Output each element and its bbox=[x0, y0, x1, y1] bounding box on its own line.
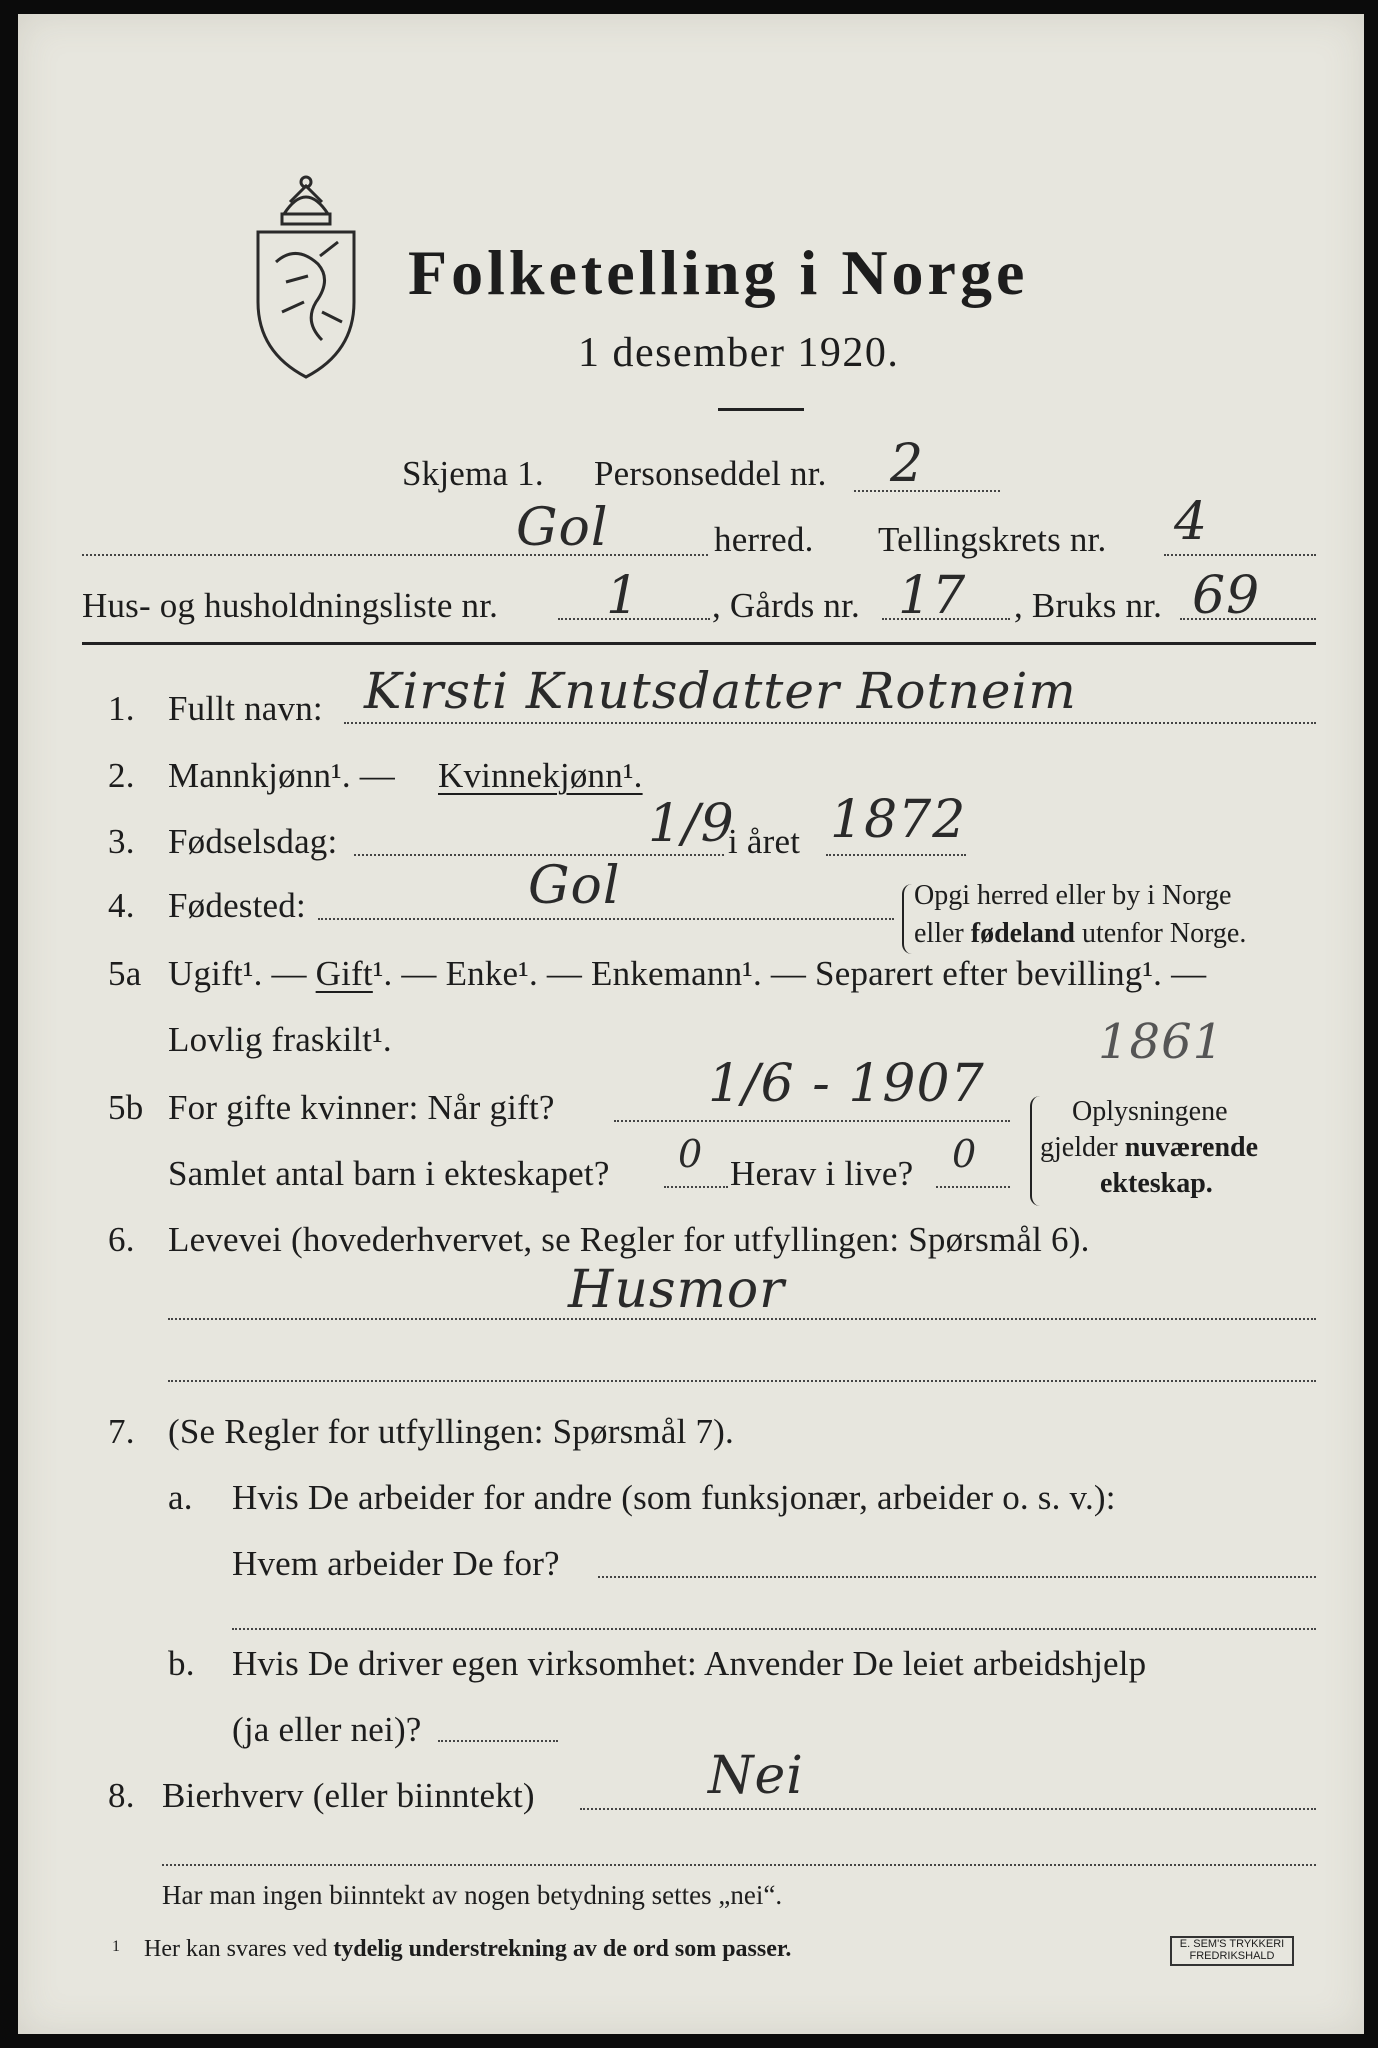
birthplace-note-brace bbox=[902, 884, 912, 954]
q3-number: 3. bbox=[108, 822, 135, 861]
header-divider bbox=[82, 642, 1316, 645]
bruks-label: , Bruks nr. bbox=[1014, 586, 1163, 625]
q2-number: 2. bbox=[108, 756, 135, 795]
year-value: 1872 bbox=[830, 790, 967, 850]
children-alive-value: 0 bbox=[952, 1132, 978, 1176]
bruks-value: 69 bbox=[1192, 566, 1261, 626]
birthday-value: 1/9 bbox=[648, 794, 735, 854]
gift-option: Gift bbox=[315, 954, 373, 993]
q7a-letter: a. bbox=[168, 1478, 193, 1517]
q7-number: 7. bbox=[108, 1412, 135, 1451]
occupation-line-1 bbox=[168, 1318, 1316, 1320]
occupation-label: Levevei (hovederhvervet, se Regler for utfyllingen: Spørsmål 6). bbox=[168, 1220, 1090, 1259]
hired-help-line bbox=[438, 1740, 558, 1742]
personseddel-label: Personseddel nr. bbox=[594, 454, 827, 493]
tellingskrets-label: Tellingskrets nr. bbox=[878, 520, 1107, 559]
hus-label: Hus- og husholdningsliste nr. bbox=[82, 586, 499, 625]
side-income-label: Bierhverv (eller biinntekt) bbox=[162, 1776, 535, 1815]
birthplace-label: Fødested: bbox=[168, 886, 306, 925]
personseddel-value: 2 bbox=[890, 434, 925, 494]
married-when-line bbox=[614, 1120, 1010, 1122]
q1-number: 1. bbox=[108, 689, 135, 728]
q7-label: (Se Regler for utfyllingen: Spørsmål 7). bbox=[168, 1412, 734, 1451]
gards-label: , Gårds nr. bbox=[712, 586, 861, 625]
tellingskrets-line bbox=[1164, 554, 1316, 556]
children-count-line bbox=[664, 1186, 728, 1188]
q6-number: 6. bbox=[108, 1220, 135, 1259]
employer-line-2 bbox=[232, 1628, 1316, 1630]
occupation-line-2 bbox=[168, 1380, 1316, 1382]
census-form bbox=[18, 14, 1364, 2034]
q7b-letter: b. bbox=[168, 1644, 195, 1683]
birthplace-note-line1: Opgi herred eller by i Norge bbox=[914, 880, 1232, 911]
skjema-label: Skjema 1. bbox=[402, 454, 544, 493]
marriage-note-line1: Oplysningene bbox=[1072, 1096, 1228, 1127]
q7b-question: Hvis De driver egen virksomhet: Anvender De leiet arbeidshjelp bbox=[232, 1644, 1147, 1683]
year-label: i året bbox=[728, 822, 801, 861]
form-title: Folketelling i Norge bbox=[408, 237, 1029, 308]
kvinnekjonn-option: Kvinnekjønn¹. bbox=[438, 756, 643, 795]
coat-of-arms-icon bbox=[246, 172, 366, 382]
side-income-value: Nei bbox=[708, 1746, 804, 1806]
title-divider bbox=[718, 408, 804, 411]
birthplace-line bbox=[318, 918, 894, 920]
census-date: 1 desember 1920. bbox=[578, 330, 900, 376]
children-count-value: 0 bbox=[678, 1132, 704, 1176]
personseddel-line bbox=[854, 490, 1000, 492]
children-alive-label: Herav i live? bbox=[730, 1154, 914, 1193]
footnote-text: Her kan svares ved tydelig understrekning av de ord som passer. bbox=[144, 1936, 792, 1962]
employer-label: Hvem arbeider De for? bbox=[232, 1544, 560, 1583]
mannkjonn-option: Mannkjønn¹. — bbox=[168, 756, 395, 795]
herred-value: Gol bbox=[516, 498, 609, 558]
full-name-label: Fullt navn: bbox=[168, 689, 323, 728]
occupation-value: Husmor bbox=[568, 1260, 785, 1320]
footnote-mark: 1 bbox=[112, 1938, 120, 1955]
side-income-line-2 bbox=[162, 1864, 1316, 1866]
married-when-label: For gifte kvinner: Når gift? bbox=[168, 1088, 555, 1127]
birthplace-value: Gol bbox=[528, 856, 621, 916]
q5b-number: 5b bbox=[108, 1088, 144, 1127]
marriage-note-line2: gjelder nuværende bbox=[1040, 1132, 1259, 1163]
employer-line-1 bbox=[598, 1576, 1316, 1578]
herred-line bbox=[82, 554, 708, 556]
other-status-options: ¹. — Enke¹. — Enkemann¹. — Separert efter bevilling¹. — bbox=[372, 954, 1207, 993]
marriage-note-line3: ekteskap. bbox=[1100, 1168, 1213, 1199]
birthday-label: Fødselsdag: bbox=[168, 822, 338, 861]
ugift-option: Ugift¹. — bbox=[168, 954, 307, 993]
year-line bbox=[826, 854, 966, 856]
printer-stamp: E. SEM'S TRYKKERI FREDRIKSHALD bbox=[1170, 1936, 1294, 1966]
herred-label: herred. bbox=[714, 520, 814, 559]
extra-handwritten-value: 1861 bbox=[1098, 1014, 1225, 1070]
marital-status-options bbox=[168, 954, 1206, 994]
hired-help-label: (ja eller nei)? bbox=[232, 1710, 422, 1749]
income-note: Har man ingen biinntekt av nogen betydning settes „nei“. bbox=[162, 1880, 783, 1910]
tellingskrets-value: 4 bbox=[1174, 492, 1209, 552]
birthplace-note-line2: eller fødeland utenfor Norge. bbox=[914, 918, 1247, 949]
full-name-value: Kirsti Knutsdatter Rotneim bbox=[364, 662, 1077, 720]
married-when-value: 1/6 - 1907 bbox=[708, 1054, 985, 1114]
q7a-question: Hvis De arbeider for andre (som funksjonær, arbeider o. s. v.): bbox=[232, 1478, 1116, 1517]
gards-value: 17 bbox=[898, 566, 967, 626]
full-name-line bbox=[344, 722, 1316, 724]
q5a-number: 5a bbox=[108, 954, 142, 993]
q4-number: 4. bbox=[108, 886, 135, 925]
q8-number: 8. bbox=[108, 1776, 135, 1815]
hus-value: 1 bbox=[606, 566, 641, 626]
children-count-label: Samlet antal barn i ekteskapet? bbox=[168, 1154, 610, 1193]
side-income-line-1 bbox=[580, 1808, 1316, 1810]
fraskilt-option: Lovlig fraskilt¹. bbox=[168, 1020, 392, 1059]
children-alive-line bbox=[936, 1186, 1010, 1188]
